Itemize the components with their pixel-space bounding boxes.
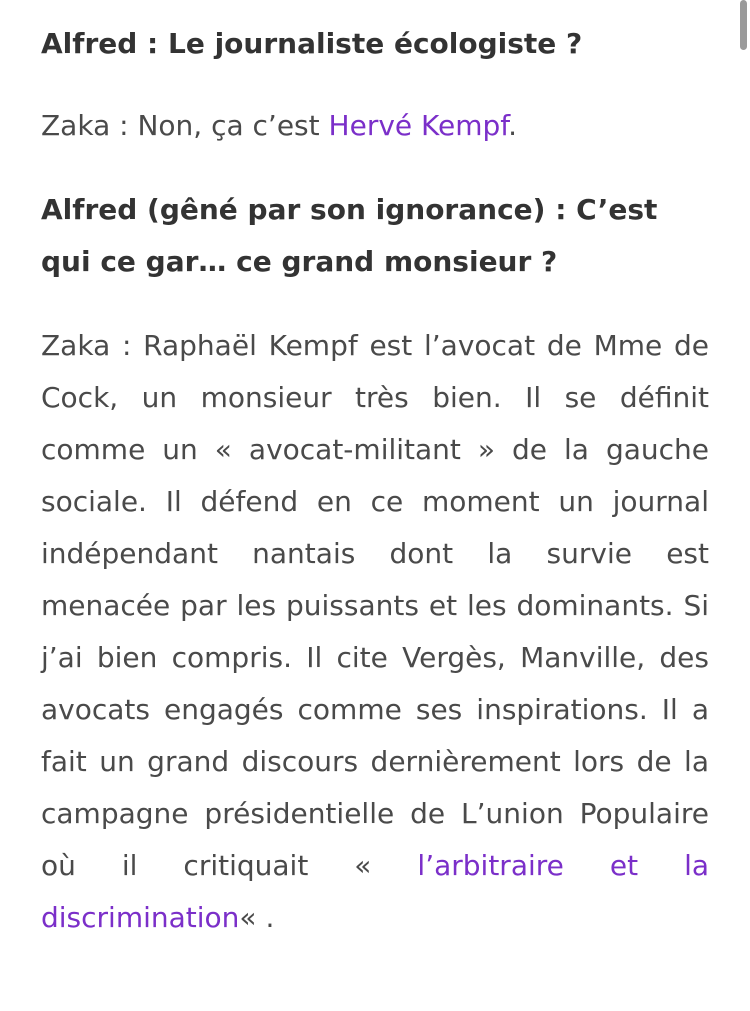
answer-zaka-2	[41, 320, 709, 944]
answer-zaka-2-suffix: « .	[239, 901, 275, 934]
question-alfred-2: Alfred (gêné par son ignorance) : C’est qui ce gar… ce grand monsieur ?	[41, 193, 658, 278]
arbitraire-discrimination-link[interactable]: l’arbitraire et la discrimination	[41, 849, 710, 934]
answer-zaka-1	[41, 100, 709, 152]
scrollbar[interactable]	[736, 0, 750, 62]
answer-zaka-1-suffix: .	[508, 109, 517, 142]
answer-zaka-2-text: Zaka : Raphaël Kempf est l’avocat de Mme de Cock, un monsieur très bien. Il se définit comme un « avocat-militant » de la gauche sociale. Il défend en ce moment un journal indépendant nantais dont la survie est menacée par les puissants et les dominants. Si j’ai bien compris. Il cite Vergès, Manville, des avocats engagés comme ses inspirations. Il a fait un grand discours dernièrement lors de la campagne présidentielle de L’union Populaire où il critiquait	[41, 329, 709, 882]
herve-kempf-link[interactable]: Hervé Kempf	[328, 109, 509, 142]
quote-open: «	[354, 849, 418, 882]
question-alfred-1: Alfred : Le journaliste écologiste ?	[41, 27, 583, 60]
answer-zaka-1-text: Zaka : Non, ça c’est	[41, 109, 329, 142]
scrollbar-thumb[interactable]	[740, 0, 747, 50]
